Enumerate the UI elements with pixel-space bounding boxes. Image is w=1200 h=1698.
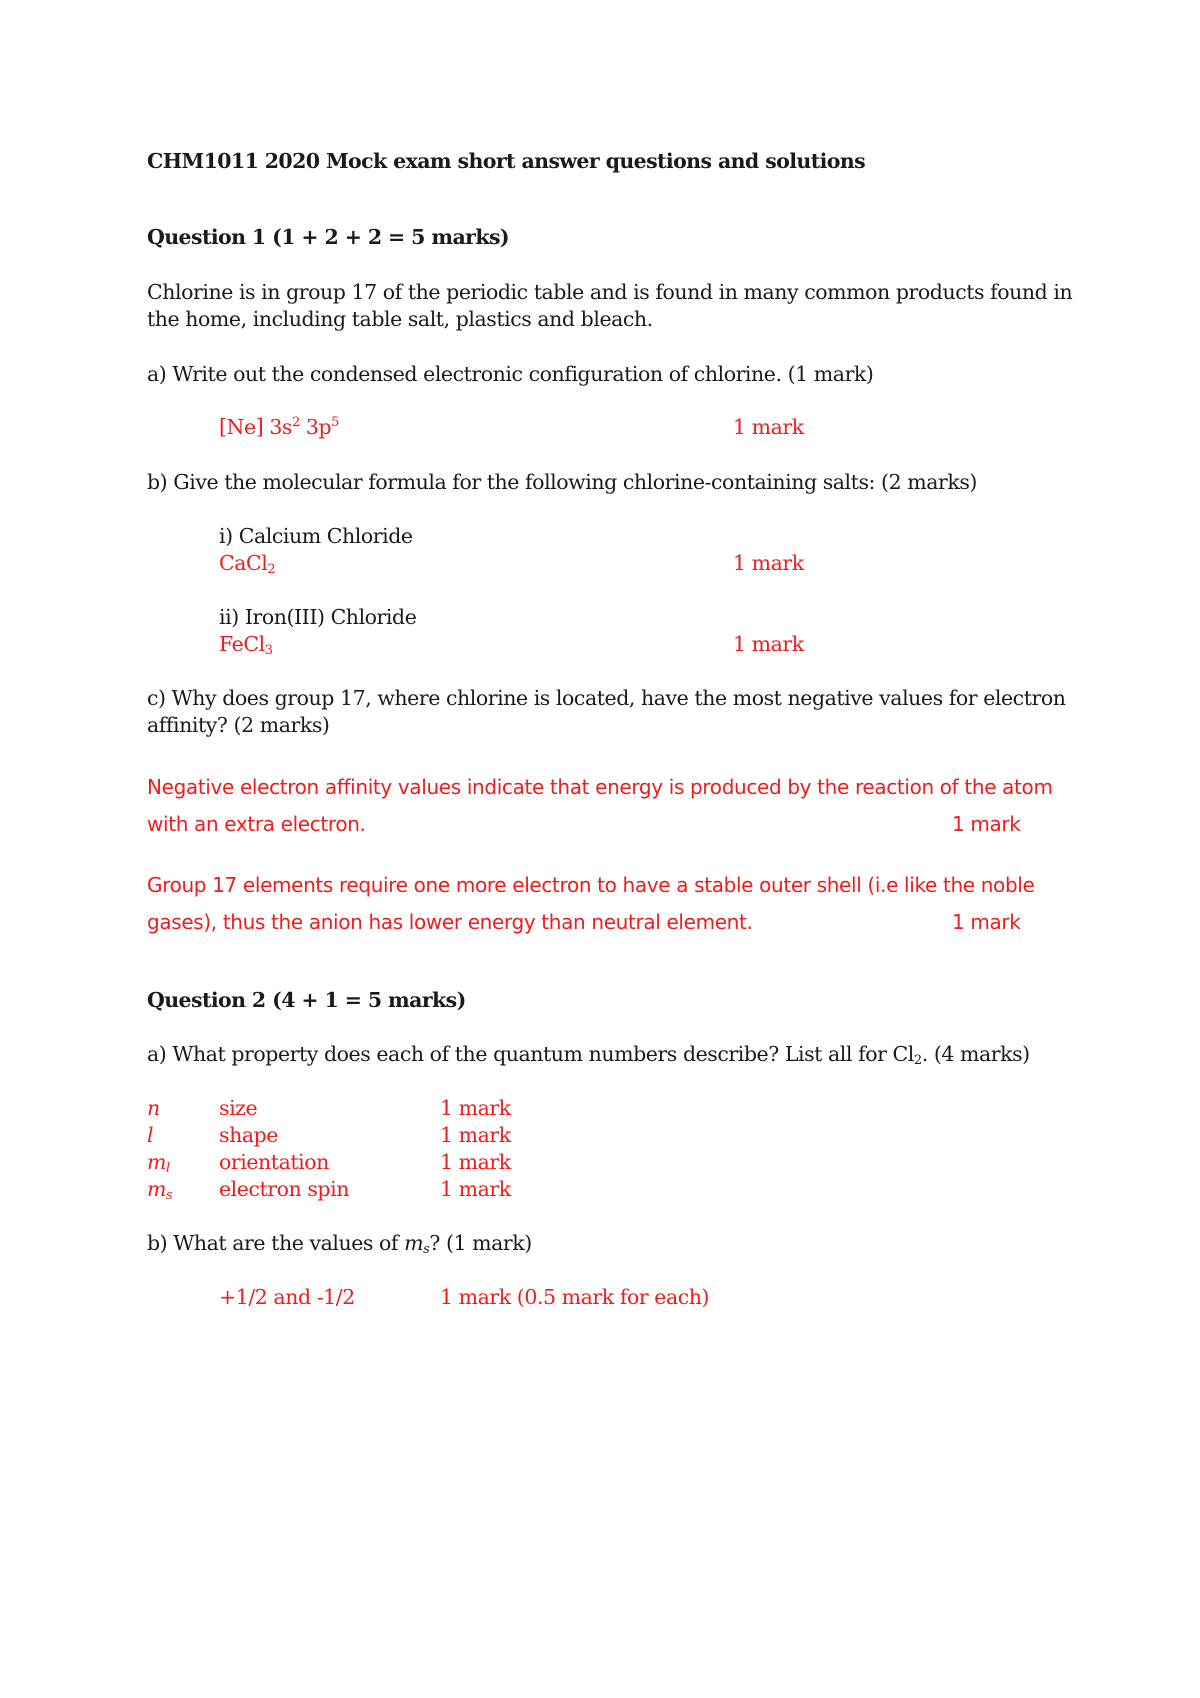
q1c-answer-2-line-1: Group 17 elements require one more electron to have a stable outer shell (i.e like the noble <box>147 873 1035 897</box>
q2b-mark: 1 mark (0.5 mark for each) <box>440 1285 710 1309</box>
q1a-answer: [Ne] $3s^2$ $3p^5$ <box>219 415 339 439</box>
qn-row-1-mark: 1 mark <box>440 1096 511 1120</box>
q1-intro-line-2: the home, including table salt, plastics and bleach. <box>147 307 653 331</box>
q1a-question: a) Write out the condensed electronic configuration of chlorine. (1 mark) <box>147 362 874 386</box>
qn-row-4-symbol: $m_s$ <box>147 1177 173 1203</box>
question-2-heading: Question 2 (4 + 1 = 5 marks) <box>147 988 466 1012</box>
q2a-question: a) What property does each of the quantum numbers describe? List all for $Cl_2$. (4 marks) <box>147 1042 1030 1068</box>
qn-row-3-property: orientation <box>219 1150 329 1174</box>
q1b-ii-answer: FeCl$_3$ <box>219 632 273 658</box>
q1b-ii-label: ii) Iron(III) Chloride <box>219 605 417 629</box>
q1-intro-line-1: Chlorine is in group 17 of the periodic table and is found in many common products found in <box>147 280 1073 304</box>
qn-row-2-property: shape <box>219 1123 278 1147</box>
q1b-i-answer: CaCl$_2$ <box>219 551 276 577</box>
qn-row-1-property: size <box>219 1096 258 1120</box>
q1c-answer-1-line-1: Negative electron affinity values indicate that energy is produced by the reaction of the atom <box>147 775 1053 799</box>
q1a-mark: 1 mark <box>733 415 804 439</box>
q1c-answer-1-mark: 1 mark <box>952 812 1021 836</box>
qn-row-4-property: electron spin <box>219 1177 349 1201</box>
q1c-answer-1-line-2: with an extra electron. <box>147 812 366 836</box>
q2b-answer: +1/2 and -1/2 <box>219 1285 355 1309</box>
q1b-ii-mark: 1 mark <box>733 632 804 656</box>
qn-row-3-symbol: $m_l$ <box>147 1150 170 1176</box>
q1c-answer-2-mark: 1 mark <box>952 910 1021 934</box>
q1c-question-line-2: affinity? (2 marks) <box>147 713 330 737</box>
q1b-i-label: i) Calcium Chloride <box>219 524 413 548</box>
q1b-i-mark: 1 mark <box>733 551 804 575</box>
qn-row-4-mark: 1 mark <box>440 1177 511 1201</box>
q2b-question: b) What are the values of $m_s$? (1 mark) <box>147 1231 532 1257</box>
q1b-question: b) Give the molecular formula for the following chlorine-containing salts: (2 marks) <box>147 470 977 494</box>
qn-row-2-symbol: l <box>147 1123 154 1147</box>
qn-row-1-symbol: n <box>147 1096 160 1120</box>
document-title: CHM1011 2020 Mock exam short answer questions and solutions <box>147 149 866 173</box>
q1c-question-line-1: c) Why does group 17, where chlorine is located, have the most negative values for electron <box>147 686 1066 710</box>
q1c-answer-2-line-2: gases), thus the anion has lower energy than neutral element. <box>147 910 753 934</box>
qn-row-2-mark: 1 mark <box>440 1123 511 1147</box>
question-1-heading: Question 1 (1 + 2 + 2 = 5 marks) <box>147 225 509 249</box>
qn-row-3-mark: 1 mark <box>440 1150 511 1174</box>
